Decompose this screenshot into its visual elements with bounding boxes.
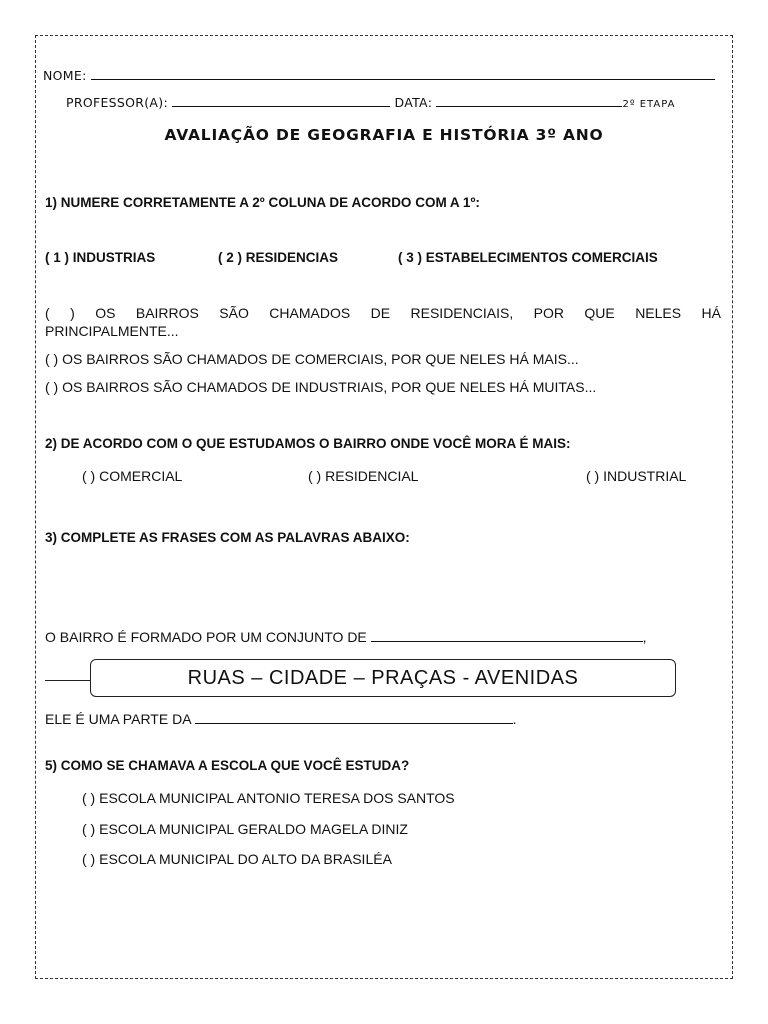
word-bank-box (90, 659, 676, 697)
question-3-prompt: 3) COMPLETE AS FRASES COM AS PALAVRAS ABAIXO: (45, 530, 410, 545)
professor-blank[interactable] (172, 106, 390, 107)
name-label: NOME: (43, 68, 91, 83)
date-label: DATA: (390, 95, 437, 110)
q1-option-1: ( 1 ) INDUSTRIAS (45, 250, 156, 265)
q1-item-2[interactable]: ( ) OS BAIRROS SÃO CHAMADOS DE COMERCIAIS, POR QUE NELES HÁ MAIS... (45, 351, 579, 367)
question-1-prompt: 1) NUMERE CORRETAMENTE A 2º COLUNA DE ACORDO COM A 1º: (45, 195, 480, 210)
page-title: AVALIAÇÃO DE GEOGRAFIA E HISTÓRIA 3º ANO (164, 126, 604, 144)
question-5-prompt: 5) COMO SE CHAMAVA A ESCOLA QUE VOCÊ ESTUDA? (45, 758, 410, 773)
word-bank-text: RUAS – CIDADE – PRAÇAS - AVENIDAS (187, 666, 579, 689)
q2-option-residencial[interactable]: ( ) RESIDENCIAL (308, 468, 419, 484)
question-2-prompt: 2) DE ACORDO COM O QUE ESTUDAMOS O BAIRRO ONDE VOCÊ MORA É MAIS: (45, 436, 571, 451)
q1-item-3[interactable]: ( ) OS BAIRROS SÃO CHAMADOS DE INDUSTRIAIS, POR QUE NELES HÁ MUITAS... (45, 379, 597, 395)
q1-option-2: ( 2 ) RESIDENCIAS (218, 250, 339, 265)
q5-option-2[interactable]: ( ) ESCOLA MUNICIPAL GERALDO MAGELA DINIZ (82, 821, 408, 837)
q3-sentence-1-blank[interactable] (371, 641, 643, 642)
name-blank[interactable] (91, 79, 715, 80)
word-bank-dash (45, 680, 91, 681)
q1-option-3: ( 3 ) ESTABELECIMENTOS COMERCIAIS (398, 250, 658, 265)
date-blank[interactable] (436, 106, 622, 107)
q2-option-comercial[interactable]: ( ) COMERCIAL (82, 468, 183, 484)
q3-sentence-2 (45, 711, 517, 727)
etapa-label: 2º ETAPA (622, 99, 676, 110)
professor-row (66, 95, 675, 110)
q5-option-1[interactable]: ( ) ESCOLA MUNICIPAL ANTONIO TERESA DOS SANTOS (82, 790, 455, 806)
q3-sentence-1 (45, 629, 647, 645)
q3-sentence-2-blank[interactable] (195, 723, 513, 724)
page-border (35, 35, 733, 979)
q1-item-1-line-1[interactable]: ( ) OS BAIRROS SÃO CHAMADOS DE RESIDENCIAIS, POR QUE NELES HÁ (45, 305, 721, 321)
q3-sentence-1-text: O BAIRRO É FORMADO POR UM CONJUNTO DE (45, 629, 371, 645)
q3-sentence-1-end: , (642, 629, 647, 645)
name-row (43, 68, 715, 83)
q2-option-industrial[interactable]: ( ) INDUSTRIAL (586, 468, 687, 484)
q3-sentence-2-text: ELE É UMA PARTE DA (45, 711, 195, 727)
professor-label: PROFESSOR(A): (66, 95, 173, 110)
q3-sentence-2-end: . (512, 711, 517, 727)
q1-item-1-line-2: PRINCIPALMENTE... (45, 323, 179, 339)
q5-option-3[interactable]: ( ) ESCOLA MUNICIPAL DO ALTO DA BRASILÉA (82, 851, 392, 867)
